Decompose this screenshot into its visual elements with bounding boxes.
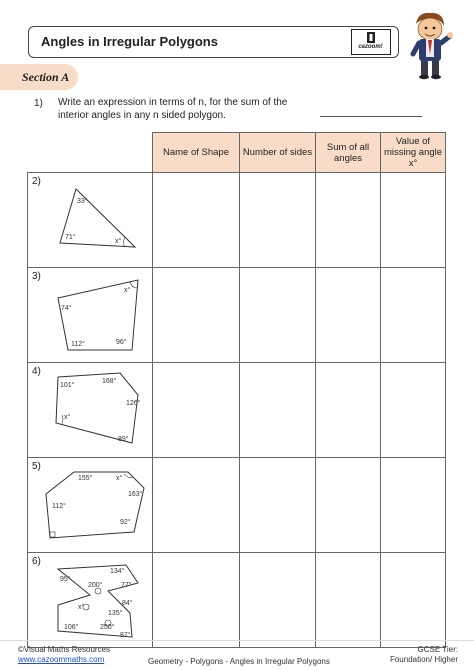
angle-label: 89°: [118, 436, 129, 443]
angle-label: x°: [124, 287, 131, 294]
header-sum-of-angles: Sum of all angles: [316, 133, 381, 173]
angle-label: 135°: [108, 610, 123, 617]
angle-label: 168°: [102, 378, 117, 385]
answer-cell[interactable]: [316, 458, 381, 553]
footer-copyright: ©Visual Maths Resources: [18, 645, 111, 654]
angle-label: 126°: [126, 400, 141, 407]
angle-label: 96°: [116, 339, 127, 346]
triangle-diagram: [28, 173, 151, 262]
shape-cell: [28, 363, 153, 458]
answer-cell[interactable]: [240, 268, 316, 363]
shape-cell: [28, 268, 153, 363]
footer-website-link[interactable]: www.cazoommaths.com: [18, 655, 105, 664]
answer-cell[interactable]: [153, 553, 240, 648]
answer-cell[interactable]: [316, 553, 381, 648]
angle-label: 112°: [71, 341, 85, 348]
angle-label: 92°: [120, 519, 131, 526]
angle-label: 87°: [120, 632, 131, 639]
angle-label: 33°: [77, 198, 88, 205]
row-number: 4): [32, 366, 41, 377]
page-title: Angles in Irregular Polygons: [41, 34, 218, 49]
angle-label: 77°: [121, 582, 132, 589]
answer-cell[interactable]: [240, 458, 316, 553]
angle-label: 200°: [88, 582, 103, 589]
angle-label: 84°: [122, 600, 133, 607]
table-row: [28, 268, 446, 363]
complex-polygon-diagram: [28, 553, 151, 642]
answer-cell[interactable]: [381, 268, 446, 363]
footer-left: [18, 645, 110, 665]
shape-cell: [28, 458, 153, 553]
mascot-icon: [404, 10, 454, 82]
table-header-row: [28, 133, 446, 173]
footer-tier-label: GCSE Tier:: [417, 645, 458, 654]
answer-cell[interactable]: [153, 363, 240, 458]
logo-text: cazoom!: [358, 44, 383, 50]
shape-cell: [28, 173, 153, 268]
table-row: [28, 363, 446, 458]
answer-cell[interactable]: [240, 173, 316, 268]
answer-cell[interactable]: [381, 363, 446, 458]
title-bar: [28, 26, 399, 58]
empty-header-cell: [28, 133, 153, 173]
footer-topic: Geometry - Polygons - Angles in Irregular Polygons: [148, 657, 330, 666]
polygon-table: [27, 132, 446, 648]
answer-cell[interactable]: [240, 553, 316, 648]
angle-label: 155°: [78, 475, 93, 482]
header-name-of-shape: Name of Shape: [153, 133, 240, 173]
shape-cell: [28, 553, 153, 648]
table-row: [28, 458, 446, 553]
cazoom-logo: [351, 29, 391, 55]
section-label: Section A: [22, 70, 70, 84]
row-number: 5): [32, 461, 41, 472]
header-number-of-sides: Number of sides: [240, 133, 316, 173]
footer-right: [380, 645, 458, 665]
answer-cell[interactable]: [153, 268, 240, 363]
question-1-text: Write an expression in terms of n, for the sum of the interior angles in any n sided polygon.: [58, 97, 288, 121]
footer-tier-value: Foundation/ Higher: [389, 655, 458, 664]
pentagon-diagram: [28, 363, 151, 452]
angle-label: 134°: [110, 568, 125, 575]
answer-cell[interactable]: [316, 268, 381, 363]
table-row: [28, 173, 446, 268]
answer-cell[interactable]: [316, 363, 381, 458]
row-number: 2): [32, 176, 41, 187]
answer-cell[interactable]: [153, 458, 240, 553]
header-missing-angle: Value of missing angle x°: [381, 133, 446, 173]
quadrilateral-diagram: [28, 268, 151, 357]
angle-label: x°: [78, 604, 85, 611]
angle-label: 112°: [52, 503, 66, 510]
angle-label: 71°: [65, 234, 76, 241]
angle-label: 101°: [60, 382, 75, 389]
answer-cell[interactable]: [381, 458, 446, 553]
angle-label: 250°: [100, 624, 115, 631]
answer-cell[interactable]: [381, 173, 446, 268]
angle-label: 106°: [64, 624, 79, 631]
angle-label: x°: [116, 475, 123, 482]
footer-divider: [0, 640, 474, 641]
angle-label: x°: [64, 414, 71, 421]
logo-glyph-icon: [366, 32, 376, 43]
row-number: 3): [32, 271, 41, 282]
answer-cell[interactable]: [316, 173, 381, 268]
answer-cell[interactable]: [153, 173, 240, 268]
answer-cell[interactable]: [381, 553, 446, 648]
table-row: [28, 553, 446, 648]
angle-label: 95°: [60, 576, 71, 583]
question-1-number: 1): [34, 98, 43, 109]
angle-label: x°: [115, 238, 122, 245]
pentagon-diagram: [28, 458, 151, 547]
angle-label: 74°: [61, 305, 72, 312]
answer-line[interactable]: [320, 116, 422, 117]
angle-label: 163°: [128, 491, 143, 498]
row-number: 6): [32, 556, 41, 567]
answer-cell[interactable]: [240, 363, 316, 458]
